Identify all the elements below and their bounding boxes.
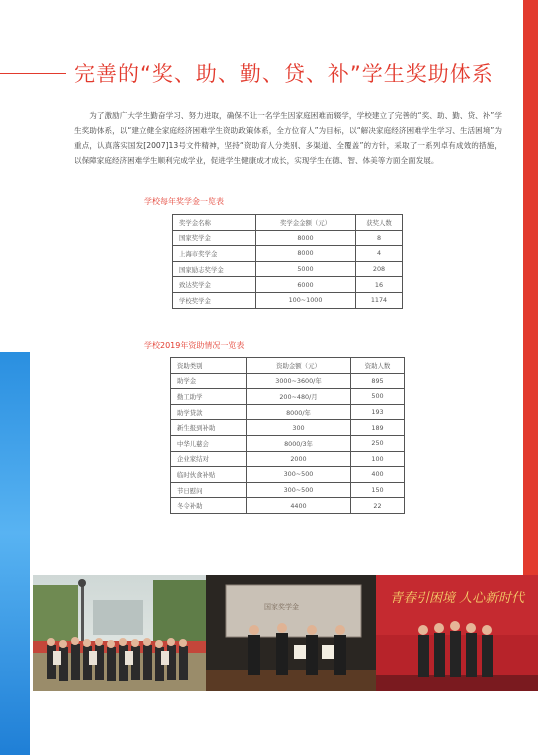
side-band-red [523,0,538,576]
table-header-row [171,358,405,374]
award-ceremony-photo [206,575,376,691]
table-row [171,420,405,436]
table-cell: 300~500 [247,482,351,498]
table-header-cell: 资助人数 [351,358,405,374]
table-row [173,230,403,246]
side-band-white [0,0,30,352]
table-row [171,482,405,498]
table-header-cell: 奖学金金额（元） [256,215,356,231]
photo3-banner-text: 青春引困境 人心新时代 [390,591,525,606]
table-cell: 新生报到补助 [171,420,247,436]
table-cell: 300 [247,420,351,436]
table-cell: 助学贷款 [171,404,247,420]
table-cell: 节日慰问 [171,482,247,498]
table-cell: 6000 [256,277,356,293]
table-cell: 3000~3600/年 [247,373,351,389]
table-row [173,246,403,262]
table-row [171,404,405,420]
table-cell: 200~480/月 [247,389,351,405]
table-cell: 8000 [256,230,356,246]
table-cell: 100~1000 [256,292,356,308]
table-cell: 上海市奖学金 [173,246,256,262]
table-cell: 致达奖学金 [173,277,256,293]
page-title: 完善的“奖、助、勤、贷、补”学生奖助体系 [74,62,494,86]
table-cell: 208 [356,261,403,277]
table-cell: 8000 [256,246,356,262]
table-cell: 企业家结对 [171,451,247,467]
table-cell: 150 [351,482,405,498]
table-cell: 2000 [247,451,351,467]
table-cell: 895 [351,373,405,389]
photo-strip [33,575,538,691]
table-header-row [173,215,403,231]
table-cell: 300~500 [247,467,351,483]
table-header-cell: 奖学金名称 [173,215,256,231]
table-cell: 189 [351,420,405,436]
table-cell: 400 [351,467,405,483]
scholarship-table [172,214,403,309]
table-header-cell: 获奖人数 [356,215,403,231]
table-cell: 8000/3年 [247,435,351,451]
side-band-blue [0,352,30,755]
table-row [171,389,405,405]
table-cell: 500 [351,389,405,405]
table-row [173,261,403,277]
table-row [171,435,405,451]
table2-caption: 学校2019年资助情况一览表 [144,341,245,350]
table-row [171,498,405,514]
table-cell: 国家励志奖学金 [173,261,256,277]
table-cell: 冬令补助 [171,498,247,514]
group-photo-outdoor [33,575,206,691]
table-row [171,373,405,389]
table-cell: 4 [356,246,403,262]
table1-caption: 学校每年奖学金一览表 [144,197,224,206]
table-row [173,277,403,293]
table-cell: 8 [356,230,403,246]
table-cell: 250 [351,435,405,451]
table-cell: 临时伙食补贴 [171,467,247,483]
table-cell: 193 [351,404,405,420]
table-cell: 8000/年 [247,404,351,420]
table-row [171,451,405,467]
table-header-cell: 资助金额（元） [247,358,351,374]
title-rule [0,73,66,74]
table-row [173,292,403,308]
table-header-cell: 资助类别 [171,358,247,374]
table-cell: 100 [351,451,405,467]
aid-table [170,357,405,514]
table-cell: 5000 [256,261,356,277]
table-cell: 学校奖学金 [173,292,256,308]
table-cell: 16 [356,277,403,293]
event-stage-photo [376,575,538,691]
table-row [171,467,405,483]
table-cell: 1174 [356,292,403,308]
table-cell: 国家奖学金 [173,230,256,246]
table-cell: 22 [351,498,405,514]
table-cell: 助学金 [171,373,247,389]
intro-paragraph: 为了激励广大学生勤奋学习、努力进取，确保不让一名学生因家庭困难而辍学，学校建立了完善的“奖、助、勤、贷、补”学生奖助体系，以“建立健全家庭经济困难学生资助政策体系，全方位育人”为目标，以“解决家庭经济困难学生学习、生活困境”为重点，认真落实国发[2007]13号文件精神，坚持“资助育人分类别、多渠道、全覆盖”的方针，采取了一系列卓有成效的措施，以保障家庭经济困难学生顺利完成学业，促进学生健康成才成长，实现学生在德、智、体美等方面全面发展。 [74,111,502,165]
table-cell: 4400 [247,498,351,514]
photo2-banner-text: 国家奖学金 [264,603,299,611]
table-cell: 勤工助学 [171,389,247,405]
table-cell: 中华儿慈会 [171,435,247,451]
